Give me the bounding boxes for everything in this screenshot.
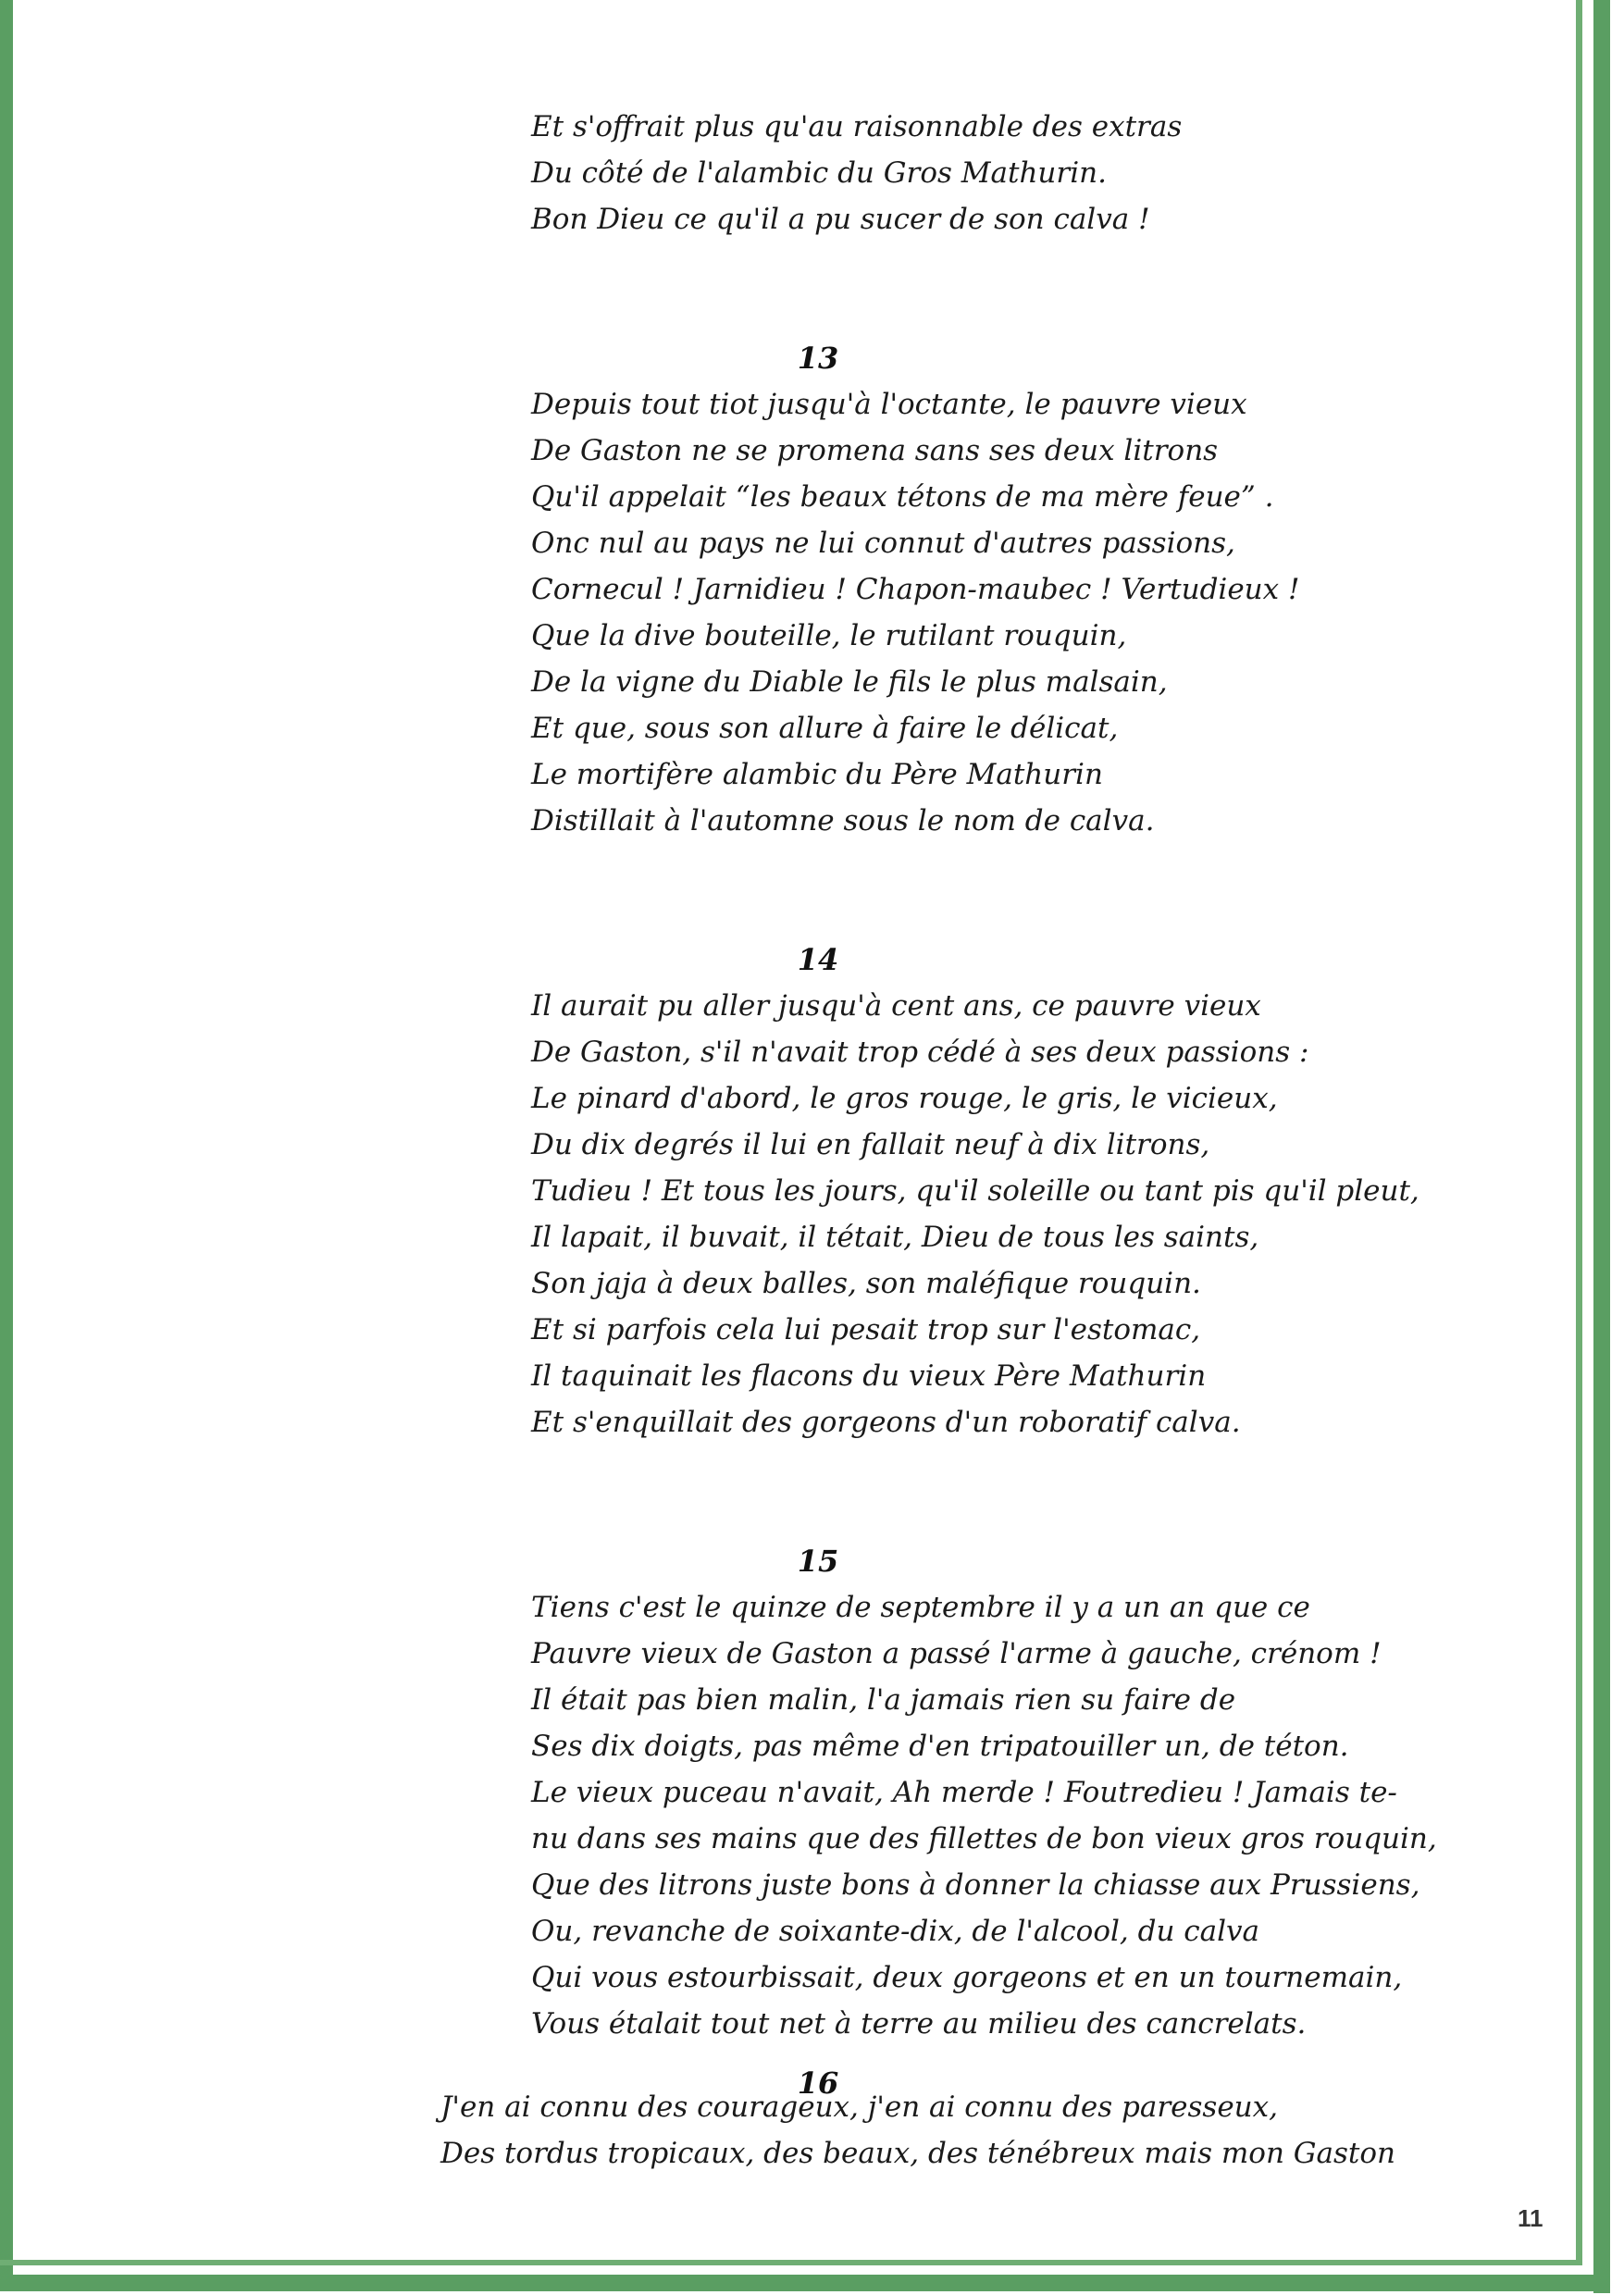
page-border-right-inner — [1576, 0, 1582, 2265]
verse-line: Il lapait, il buvait, il tétait, Dieu de tous les saints, — [531, 1221, 1259, 1254]
stanza — [531, 1538, 1457, 2047]
verse-line: Et s'enquillait des gorgeons d'un roboratif calva. — [531, 1406, 1241, 1439]
verse-line: Des tordus tropicaux, des beaux, des ténébreux mais mon Gaston — [440, 2137, 1396, 2170]
verse-line: Ses dix doigts, pas même d'en tripatouiller un, de téton. — [531, 1730, 1349, 1763]
stanza — [531, 335, 1457, 844]
poem-body — [531, 104, 1457, 2047]
verse-line: Depuis tout tiot jusqu'à l'octante, le pauvre vieux — [531, 388, 1247, 421]
verse-line: Il était pas bien malin, l'a jamais rien su faire de — [531, 1683, 1236, 1717]
stanza — [531, 937, 1457, 1445]
verse-line: J'en ai connu des courageux, j'en ai connu des paresseux, — [440, 2090, 1278, 2124]
verse-line: Le vieux puceau n'avait, Ah merde ! Foutredieu ! Jamais te- — [531, 1776, 1397, 1809]
verse-line: Du côté de l'alambic du Gros Mathurin. — [531, 156, 1107, 190]
verse-line: De Gaston ne se promena sans ses deux litrons — [531, 434, 1219, 467]
page-border-bottom-inner — [0, 2260, 1582, 2265]
verse-line: De Gaston, s'il n'avait trop cédé à ses deux passions : — [531, 1036, 1309, 1069]
verse-line: Vous étalait tout net à terre au milieu des cancrelats. — [531, 2007, 1307, 2041]
verse-line: Onc nul au pays ne lui connut d'autres passions, — [531, 527, 1235, 560]
verse-line: Pauvre vieux de Gaston a passé l'arme à gauche, crénom ! — [531, 1637, 1382, 1670]
verse-line: Que la dive bouteille, le rutilant rouquin, — [531, 619, 1127, 652]
page-border-left — [0, 0, 13, 2275]
page-border-bottom-outer — [0, 2275, 1610, 2291]
verse-line: Que des litrons juste bons à donner la chiasse aux Prussiens, — [531, 1868, 1420, 1902]
verse-line: Ou, revanche de soixante-dix, de l'alcool, du calva — [531, 1915, 1260, 1948]
verse-line: Son jaja à deux balles, son maléfique rouquin. — [531, 1267, 1201, 1300]
verse-line: nu dans ses mains que des fillettes de bon vieux gros rouquin, — [531, 1822, 1437, 1855]
verse-line: Bon Dieu ce qu'il a pu sucer de son calva ! — [531, 203, 1150, 236]
verse-line: Distillait à l'automne sous le nom de calva. — [531, 804, 1155, 837]
final-stanza — [440, 2084, 1395, 2177]
verse-line: Tudieu ! Et tous les jours, qu'il soleille ou tant pis qu'il pleut, — [531, 1174, 1419, 1208]
verse-line: Et si parfois cela lui pesait trop sur l'estomac, — [531, 1313, 1201, 1346]
verse-line: Et que, sous son allure à faire le délicat, — [531, 712, 1119, 745]
verse-line: Du dix degrés il lui en fallait neuf à dix litrons, — [531, 1128, 1210, 1161]
verse-line: Tiens c'est le quinze de septembre il y a un an que ce — [531, 1591, 1310, 1624]
verse-line: Qui vous estourbissait, deux gorgeons et en un tournemain, — [531, 1961, 1403, 1994]
stanza — [531, 104, 1457, 242]
verse-line: Le mortifère alambic du Père Mathurin — [531, 758, 1103, 791]
page-number: 11 — [1518, 2204, 1543, 2232]
verse-line: Cornecul ! Jarnidieu ! Chapon-maubec ! Vertudieux ! — [531, 573, 1300, 606]
verse-line: Il taquinait les flacons du vieux Père Mathurin — [531, 1359, 1207, 1393]
stanza-number: 15 — [797, 1544, 839, 1579]
stanza-number: 14 — [797, 942, 839, 977]
verse-line: Et s'offrait plus qu'au raisonnable des extras — [531, 110, 1183, 143]
page-border-right-outer — [1593, 0, 1610, 2293]
verse-line: De la vigne du Diable le fils le plus malsain, — [531, 665, 1168, 699]
verse-line: Le pinard d'abord, le gros rouge, le gris, le vicieux, — [531, 1082, 1278, 1115]
stanza-number: 13 — [797, 341, 839, 376]
verse-line: Il aurait pu aller jusqu'à cent ans, ce pauvre vieux — [531, 989, 1261, 1023]
stanza-number: 16 — [797, 2066, 839, 2101]
verse-line: Qu'il appelait “les beaux tétons de ma mère feue” . — [531, 480, 1274, 514]
